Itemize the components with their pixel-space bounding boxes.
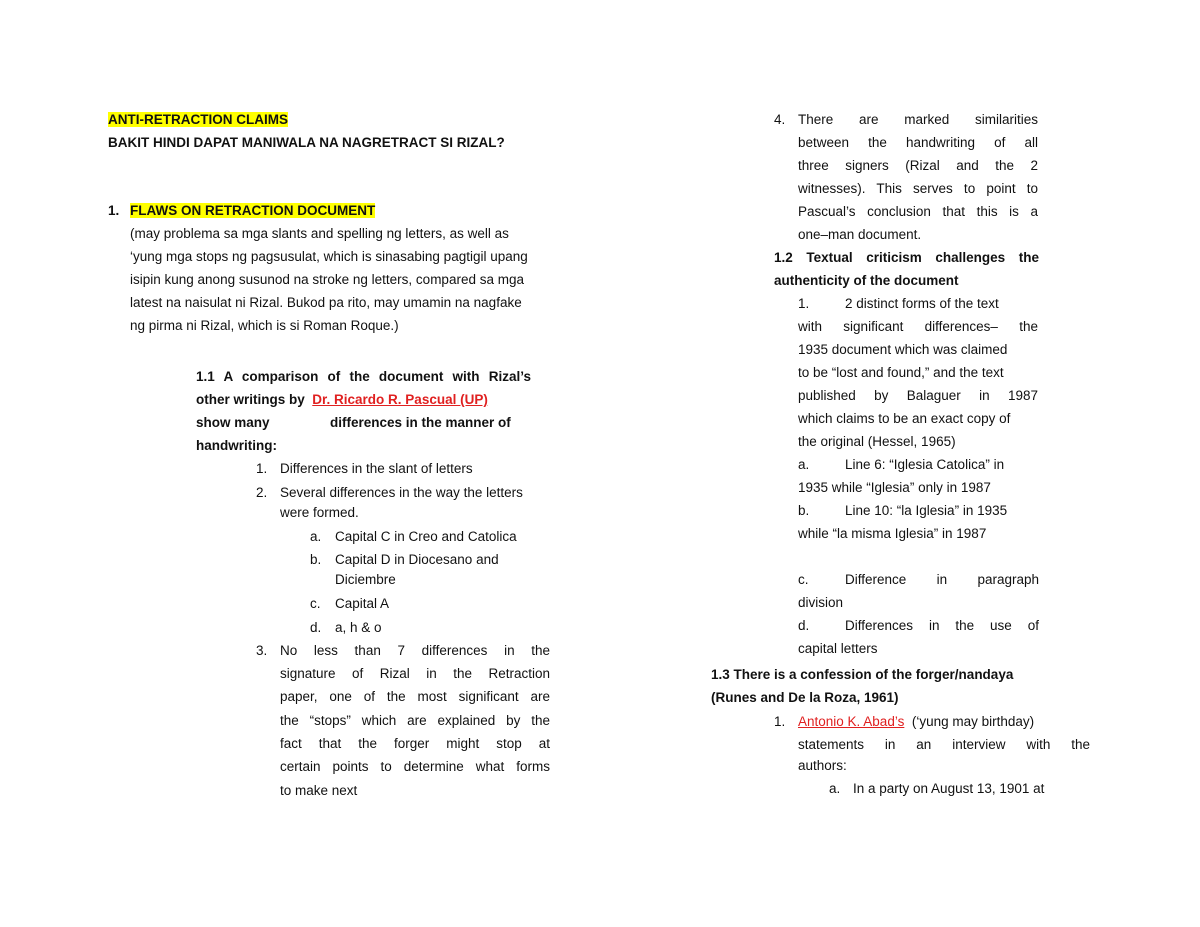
section1-number: 1. <box>108 203 120 218</box>
list-number: 3. <box>256 643 268 658</box>
sublist-letter: a. <box>798 457 810 472</box>
list-number: 1. <box>256 461 268 476</box>
list-item: Differences in the slant of letters <box>280 461 473 476</box>
sub11-line2: other writings by Dr. Ricardo R. Pascual (UP) <box>196 392 488 407</box>
sublist-letter: a. <box>310 529 322 544</box>
sub13-line1: 1.3 There is a confession of the forger/nandaya <box>711 667 1014 682</box>
list-item: No less than 7 differences in the <box>280 643 550 658</box>
sublist-letter: b. <box>310 552 322 567</box>
sublist-item: Capital D in Diocesano and <box>335 552 499 567</box>
list-item: were formed. <box>280 505 359 520</box>
sublist-item: Diciembre <box>335 572 396 587</box>
list-item: the “stops” which are explained by the <box>280 713 550 728</box>
sublist-item: while “la misma Iglesia” in 1987 <box>798 526 987 541</box>
pascual-link[interactable]: Dr. Ricardo R. Pascual (UP) <box>312 392 488 407</box>
sub11-line1: 1.1 A comparison of the document with Rizal’s <box>196 369 531 384</box>
sub12-line2: authenticity of the document <box>774 273 959 288</box>
list-item: statements in an interview with the <box>798 737 1090 752</box>
section1-para-line: ‘yung mga stops ng pagsusulat, which is sinasabing pagtigil upang <box>130 249 528 264</box>
sublist-item: Line 10: “la Iglesia” in 1935 <box>845 503 1008 518</box>
list-item: paper, one of the most significant are <box>280 689 550 704</box>
list-item: with significant differences– the <box>798 319 1038 334</box>
list-item: witnesses). This serves to point to <box>798 181 1038 196</box>
list-item: fact that the forger might stop at <box>280 736 550 751</box>
list-item: Antonio K. Abad’s (‘yung may birthday) <box>798 714 1035 729</box>
sublist-letter: d. <box>798 618 810 633</box>
list-item: to be “lost and found,” and the text <box>798 365 1004 380</box>
sublist-item: capital letters <box>798 641 878 656</box>
sub11-line4: handwriting: <box>196 438 277 453</box>
list-item: certain points to determine what forms <box>280 759 550 774</box>
doc-title: ANTI-RETRACTION CLAIMS <box>108 112 288 127</box>
sublist-item: Difference in paragraph <box>845 572 1039 587</box>
section1-heading: FLAWS ON RETRACTION DOCUMENT <box>130 203 376 218</box>
sub12-line1: 1.2 Textual criticism challenges the <box>774 250 1039 265</box>
sublist-item: Capital A <box>335 596 390 611</box>
list-item: 2 distinct forms of the text <box>845 296 999 311</box>
list-item: three signers (Rizal and the 2 <box>798 158 1038 173</box>
sub11-line3b: differences in the manner of <box>330 415 511 430</box>
list-item: Several differences in the way the letters <box>280 485 523 500</box>
list-number: 1. <box>798 296 810 311</box>
list-item: 1935 document which was claimed <box>798 342 1008 357</box>
list-item: to make next <box>280 783 358 798</box>
sublist-item: division <box>798 595 844 610</box>
sublist-letter: d. <box>310 620 322 635</box>
sublist-letter: c. <box>310 596 321 611</box>
section1-para-line: isipin kung anong susunod na stroke ng letters, compared sa mga <box>130 272 524 287</box>
list-item: Pascual’s conclusion that this is a <box>798 204 1038 219</box>
list-item: between the handwriting of all <box>798 135 1038 150</box>
list-item: which claims to be an exact copy of <box>798 411 1011 426</box>
list-item: authors: <box>798 758 847 773</box>
sublist-item: In a party on August 13, 1901 at <box>853 781 1045 796</box>
list-item: the original (Hessel, 1965) <box>798 434 956 449</box>
sublist-letter: c. <box>798 572 809 587</box>
sublist-item: Capital C in Creo and Catolica <box>335 529 517 544</box>
sublist-item: Differences in the use of <box>845 618 1039 633</box>
sublist-letter: b. <box>798 503 810 518</box>
sublist-item: 1935 while “Iglesia” only in 1987 <box>798 480 991 495</box>
list-item: published by Balaguer in 1987 <box>798 388 1038 403</box>
list-number: 2. <box>256 485 268 500</box>
sublist-item: a, h & o <box>335 620 382 635</box>
list-item: one–man document. <box>798 227 922 242</box>
list-item: There are marked similarities <box>798 112 1038 127</box>
sub11-line3a: show many <box>196 415 270 430</box>
sublist-letter: a. <box>829 781 841 796</box>
section1-para-line: latest na naisulat ni Rizal. Bukod pa rito, may umamin na nagfake <box>130 295 522 310</box>
doc-subtitle: BAKIT HINDI DAPAT MANIWALA NA NAGRETRACT SI RIZAL? <box>108 135 505 150</box>
section1-para-line: ng pirma ni Rizal, which is si Roman Roque.) <box>130 318 399 333</box>
list-number: 4. <box>774 112 786 127</box>
list-item: signature of Rizal in the Retraction <box>280 666 550 681</box>
section1-para-line: (may problema sa mga slants and spelling ng letters, as well as <box>130 226 509 241</box>
abad-link[interactable]: Antonio K. Abad’s <box>798 714 905 729</box>
list-number: 1. <box>774 714 786 729</box>
sub13-line2: (Runes and De la Roza, 1961) <box>711 690 899 705</box>
sublist-item: Line 6: “Iglesia Catolica” in <box>845 457 1005 472</box>
